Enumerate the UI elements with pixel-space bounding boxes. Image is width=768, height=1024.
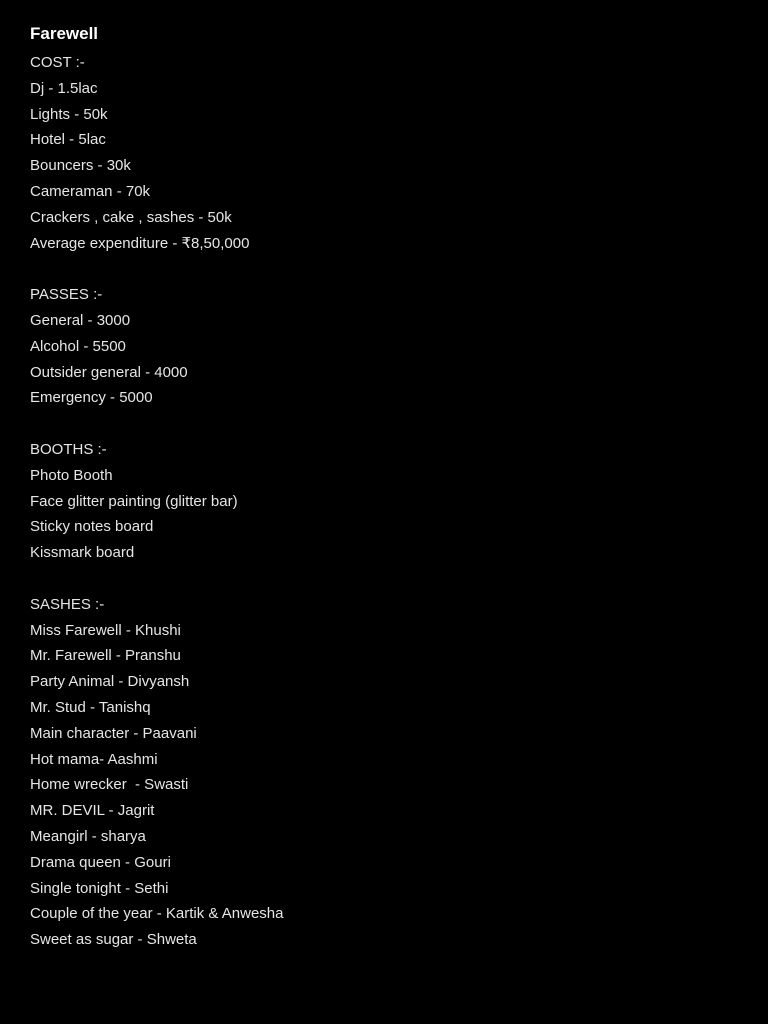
sash-item: Main character - Paavani [30, 724, 197, 742]
sash-item: Meangirl - sharya [30, 827, 146, 845]
sashes-section [30, 592, 738, 953]
booth-item-kissmark: Kissmark board [30, 544, 135, 562]
cost-item-crackers: Crackers , cake , sashes - 50k [30, 208, 232, 226]
cost-heading: COST :- [30, 54, 85, 71]
sash-item: Single tonight - Sethi [30, 879, 169, 897]
cost-item-hotel: Hotel - 5lac [30, 131, 106, 149]
passes-heading: PASSES :- [30, 286, 103, 304]
sash-item: Party Animal - Divyansh [30, 673, 190, 691]
booth-item-sticky-notes: Sticky notes board [30, 518, 154, 536]
booth-item-photo-booth: Photo Booth [30, 466, 113, 484]
cost-item-dj: Dj - 1.5lac [30, 79, 98, 97]
note-body[interactable] [30, 22, 738, 979]
cost-section [30, 50, 738, 256]
booths-section [30, 437, 738, 566]
sash-item: Sweet as sugar - Shweta [30, 931, 197, 949]
note-title: Farewell [30, 24, 99, 43]
booth-item-face-glitter: Face glitter painting (glitter bar) [30, 492, 238, 510]
booths-heading: BOOTHS :- [30, 440, 107, 458]
cost-item-cameraman: Cameraman - 70k [30, 182, 151, 200]
pass-item-emergency: Emergency - 5000 [30, 389, 153, 407]
sash-item: Miss Farewell - Khushi [30, 621, 181, 639]
sash-item: Mr. Farewell - Pranshu [30, 647, 181, 665]
sash-item: Hot mama- Aashmi [30, 750, 158, 768]
cost-item-average-expenditure: Average expenditure - ₹8,50,000 [30, 234, 250, 252]
cost-item-bouncers: Bouncers - 30k [30, 157, 131, 175]
passes-section [30, 282, 738, 411]
sash-item: MR. DEVIL - Jagrit [30, 802, 155, 820]
sash-item: Drama queen - Gouri [30, 853, 171, 871]
pass-item-alcohol: Alcohol - 5500 [30, 337, 126, 355]
sash-item: Home wrecker - Swasti [30, 776, 189, 794]
cost-item-lights: Lights - 50k [30, 105, 108, 123]
sashes-heading: SASHES :- [30, 595, 105, 613]
pass-item-outsider-general: Outsider general - 4000 [30, 363, 188, 381]
sash-item: Mr. Stud - Tanishq [30, 698, 151, 716]
sash-item: Couple of the year - Kartik & Anwesha [30, 905, 284, 923]
pass-item-general: General - 3000 [30, 311, 131, 329]
